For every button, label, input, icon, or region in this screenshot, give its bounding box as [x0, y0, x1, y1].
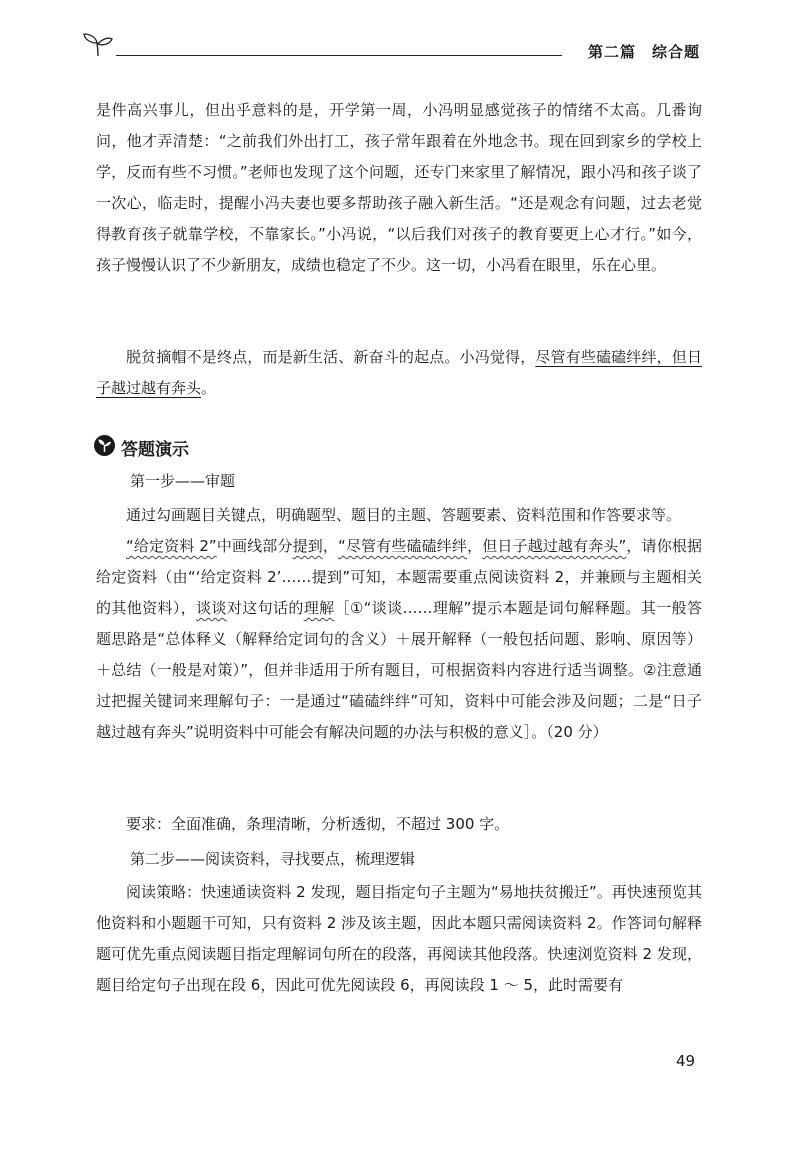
header-rule: [116, 55, 562, 56]
step2-title: 第二步——阅读资料，寻找要点，梳理逻辑: [130, 850, 416, 868]
header-part: 第二篇: [587, 43, 636, 61]
question-quote-part-2: 但日子越过越有奔头”: [482, 537, 627, 555]
question-annotation: ［①“谈谈……理解”提示本题是词句解释题。其一般答题思路是“总体释义（解释给定词句的含义）＋展开解释（一般包括问题、影响、原因等）＋总结（一般是对策）”，但并非适用于所有题目，可根据资料内容进行适当调整。②注意通过把握关键词来理解句子：一是通过“磕磕绊绊”可知，资料中可能会涉及问题；二是“日子越过越有奔头”说明资料中可能会有解决问题的办法与积极的意义］。（20 分）: [96, 599, 702, 741]
header-section: 综合题: [651, 43, 700, 61]
step2-strategy: 阅读策略：快速通读资料 2 发现，题目指定句子主题为“易地扶贫搬迁”。再快速预览其他资料和小题题干可知，只有资料 2 涉及该主题，因此本题只需阅读资料 2。作答词句解释题可优先重点阅读题目指定理解词句所在的段落，再阅读其他段落。快速浏览资料 2 发现，题目给定句子出现在段 6，因此可优先阅读段 6，再阅读段 1 ～ 5，此时需要有: [96, 883, 702, 994]
question-keyword-lijie: 理解: [303, 599, 335, 617]
question-text-3: 对这句话的: [226, 599, 304, 617]
running-header: [82, 30, 702, 70]
step1-question: [96, 531, 702, 748]
question-quote-part-1: “尽管有些磕磕绊绊: [338, 537, 468, 555]
question-keyword-tantan: 谈谈: [196, 599, 227, 617]
sprout-icon: [82, 32, 114, 58]
header-title: [588, 41, 700, 62]
passage-p2-text: 脱贫摘帽不是终点，而是新生活、新奋斗的起点。小冯觉得，: [126, 348, 536, 366]
question-keyword-tidao: 提到: [292, 537, 323, 555]
step1-requirement: 要求：全面准确，条理清晰，分析透彻，不超过 300 字。: [126, 815, 510, 833]
step1-title: 第一步——审题: [130, 472, 236, 490]
passage-p2-end: 。: [201, 379, 217, 397]
step1-intro: 通过勾画题目关键点，明确题型、题目的主题、答题要素、资料范围和作答要求等。: [126, 506, 682, 524]
question-text-2: ，请你根据给定资料（由“‘给定资料 2’……提到”可知，本题需要重点阅读资料 2，并兼顾与主题相关的其他资料），: [96, 537, 702, 617]
question-comma-1: ，: [322, 537, 339, 555]
page-number: 49: [676, 1052, 696, 1070]
section-title: 答题演示: [121, 440, 189, 460]
question-comma-2: ，: [467, 537, 483, 555]
passage-underlined-sentence: 尽管有些磕磕绊绊，但日子越过越有奔头: [96, 348, 702, 397]
passage-paragraph-1: 是件高兴事儿，但出乎意料的是，开学第一周，小冯明显感觉孩子的情绪不太高。几番询问，他才弄清楚：“之前我们外出打工，孩子常年跟着在外地念书。现在回到家乡的学校上学，反而有些不习惯。”老师也发现了这个问题，还专门来家里了解情况，跟小冯和孩子谈了一次心，临走时，提醒小冯夫妻也要多帮助孩子融入新生活。“还是观念有问题，过去老觉得教育孩子就靠学校，不靠家长。”小冯说，“以后我们对孩子的教育要更上心才行。”如今，孩子慢慢认识了不少新朋友，成绩也稳定了不少。这一切，小冯看在眼里，乐在心里。: [96, 101, 702, 274]
leaf-badge-icon: [94, 435, 115, 456]
passage-paragraph-2: [96, 342, 702, 404]
question-material-ref: “给定资料 2”: [126, 537, 217, 555]
question-text-1: 中画线部分: [216, 537, 293, 555]
